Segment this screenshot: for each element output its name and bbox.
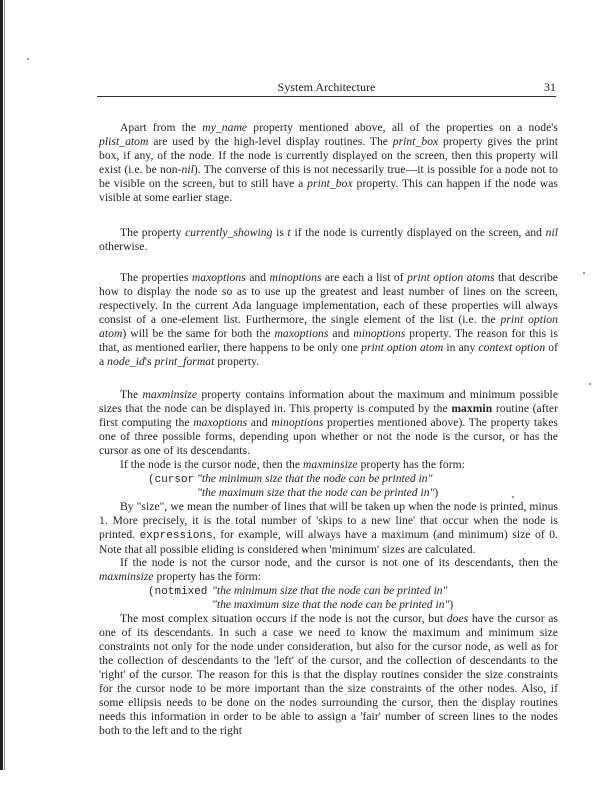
scan-speck (27, 58, 29, 60)
text: The most complex situation occurs if the node is not the cursor, but (120, 612, 447, 625)
text: ) will be the same for both the (122, 327, 275, 340)
running-header (97, 80, 556, 96)
routine-maxmin: maxmin (451, 402, 493, 415)
code-cursor-max (197, 486, 438, 500)
text: 's (144, 355, 155, 368)
scan-speck (589, 383, 591, 385)
text: , for example, will always have a maximum (and minimum) size of 0. Note that all possible eliding is considered when 'minimum' sizes are calculated. (99, 528, 558, 556)
text: are each a list of (321, 271, 408, 284)
code-close-paren: ) (434, 486, 439, 499)
code-keyword-notmixed: (notmixed (148, 586, 208, 598)
text: otherwise. (99, 240, 148, 253)
text: property. (214, 355, 260, 368)
code-min-size-text: "the minimum size that the node can be printed in" (197, 472, 433, 485)
term-maxoptions: maxoptions (193, 416, 248, 429)
paragraph-maxoptions (99, 271, 558, 369)
term-currently-showing: currently_showing (185, 226, 273, 239)
running-header-title: System Architecture (277, 80, 376, 94)
code-notmixed-min (212, 584, 447, 598)
text: The property (120, 226, 186, 239)
text: By "size", we mean the number of lines that will be taken up when the node is printed, minus 1. More precisely, it is the total number of 'skips to a new line' that occur when the node is printed. (99, 500, 558, 541)
text: properties mentioned above). The property takes one of three possible forms, depending upon whether or not the node is the cursor, or has the cursor as one of its descendants. (99, 416, 558, 457)
term-t: t (287, 226, 291, 239)
term-my-name: my_name (202, 121, 248, 134)
paragraph-complex-situation (99, 612, 558, 738)
paragraph-cursor-form (99, 458, 558, 472)
text: and (247, 416, 272, 429)
term-does: does (446, 612, 469, 625)
term-maxminsize: maxminsize (142, 388, 198, 401)
term-print-format: print_format (154, 355, 215, 368)
term-print-box: print_box (307, 177, 353, 190)
text: that describe how to display the node so as to use up the greatest and least number of lines on the screen, respectively. In the current Ada language implementation, each of these properties will always consist of a one-element list. Furthermore, the single element of the list (i.e. the (99, 271, 558, 326)
text: The properties (120, 271, 192, 284)
term-nil: nil (545, 226, 559, 239)
code-notmixed-form-line1 (148, 584, 207, 599)
text: If the node is the cursor node, then the (120, 458, 303, 471)
term-node-id: node_id (107, 355, 145, 368)
text: If the node is not the cursor node, and the cursor is not one of its descendants, then the (120, 556, 558, 569)
code-keyword-cursor: (cursor (148, 474, 195, 486)
term-print-option-atom: print option atom (361, 341, 444, 354)
code-notmixed-max (212, 598, 453, 612)
paragraph-maxminsize (99, 388, 558, 458)
term-maxminsize: maxminsize (99, 570, 154, 583)
paragraph-currently-showing (99, 226, 558, 254)
term-nil: nil (181, 163, 194, 176)
text: Apart from the (120, 121, 203, 134)
scan-edge-shadow (4, 0, 5, 770)
term-print-option-atoms: print option atoms (407, 271, 495, 284)
code-max-size-text: "the maximum size that the node can be printed in" (197, 486, 435, 499)
text: are used by the high-level display routines. The (148, 135, 393, 148)
term-minoptions: minoptions (269, 271, 322, 284)
text: property contains information about the maximum and minimum possible sizes that the node can be displayed in. This property is computed by the (99, 388, 559, 415)
code-expressions: expressions (139, 530, 213, 542)
term-plist-atom: plist_atom (99, 135, 149, 148)
scan-speck (583, 272, 585, 274)
term-minoptions: minoptions (271, 416, 324, 429)
text: in any (443, 341, 479, 354)
paragraph-print-box (99, 121, 558, 205)
text: property gives the print box, if any, of the node. If the node is currently displayed on the screen, then this property will exist (i.e. be non- (99, 135, 559, 176)
paragraph-size-definition (99, 500, 558, 557)
code-cursor-form-line1 (148, 472, 194, 487)
paragraph-notmixed-form (99, 556, 558, 584)
page-number: 31 (544, 80, 556, 94)
scan-speck (512, 496, 514, 498)
term-maxoptions: maxoptions (191, 271, 246, 284)
text: is (272, 226, 288, 239)
text: property has the form: (153, 570, 262, 583)
text: if the node is currently displayed on the screen, and (290, 226, 546, 239)
text: of a (99, 341, 558, 368)
code-min-size-text: "the minimum size that the node can be printed in" (212, 584, 448, 597)
term-minoptions: minoptions (353, 327, 406, 340)
text: property. The reason for this is that, as mentioned earlier, there happens to be only one (99, 327, 558, 354)
text: and (328, 327, 354, 340)
text: property mentioned above, all of the properties on a node's (247, 121, 558, 134)
text: property has the form: (357, 458, 466, 471)
code-close-paren: ) (449, 598, 454, 611)
code-cursor-min (197, 472, 432, 486)
code-max-size-text: "the maximum size that the node can be printed in" (212, 598, 450, 611)
term-context-option: context option (478, 341, 546, 354)
text: and (245, 271, 270, 284)
text: The (120, 388, 143, 401)
term-maxminsize: maxminsize (303, 458, 358, 471)
text: have the cursor as one of its descendants. In such a case we need to know the maximum and minimum size constraints not only for the node under consideration, but also for the cursor node, as well as for the collection of descendants to the 'left' of the cursor, and the collection of descendants to the 'right' of the cursor. The reason for this is that the display routines consider the size constraints for the cursor node to be more important than the size constraints of the other nodes. Also, if some ellipsis needs to be done on the nodes surrounding the cursor, then the display routines needs this information in order to be able to assign a 'fair' number of screen lines to the nodes both to the left and to the right (99, 612, 558, 737)
term-print-option-atom: print option atom (99, 313, 558, 340)
term-print-box: print_box (392, 135, 439, 148)
header-rule (97, 96, 556, 97)
text: ). The converse of this is not necessarily true—it is possible for a node not to be visible on the screen, but to still have a (99, 163, 558, 190)
scan-edge-bar (0, 0, 3, 770)
text: routine (after first computing the (99, 402, 559, 429)
text: property. This can happen if the node was visible at some earlier stage. (99, 177, 558, 204)
term-maxoptions: maxoptions (274, 327, 329, 340)
